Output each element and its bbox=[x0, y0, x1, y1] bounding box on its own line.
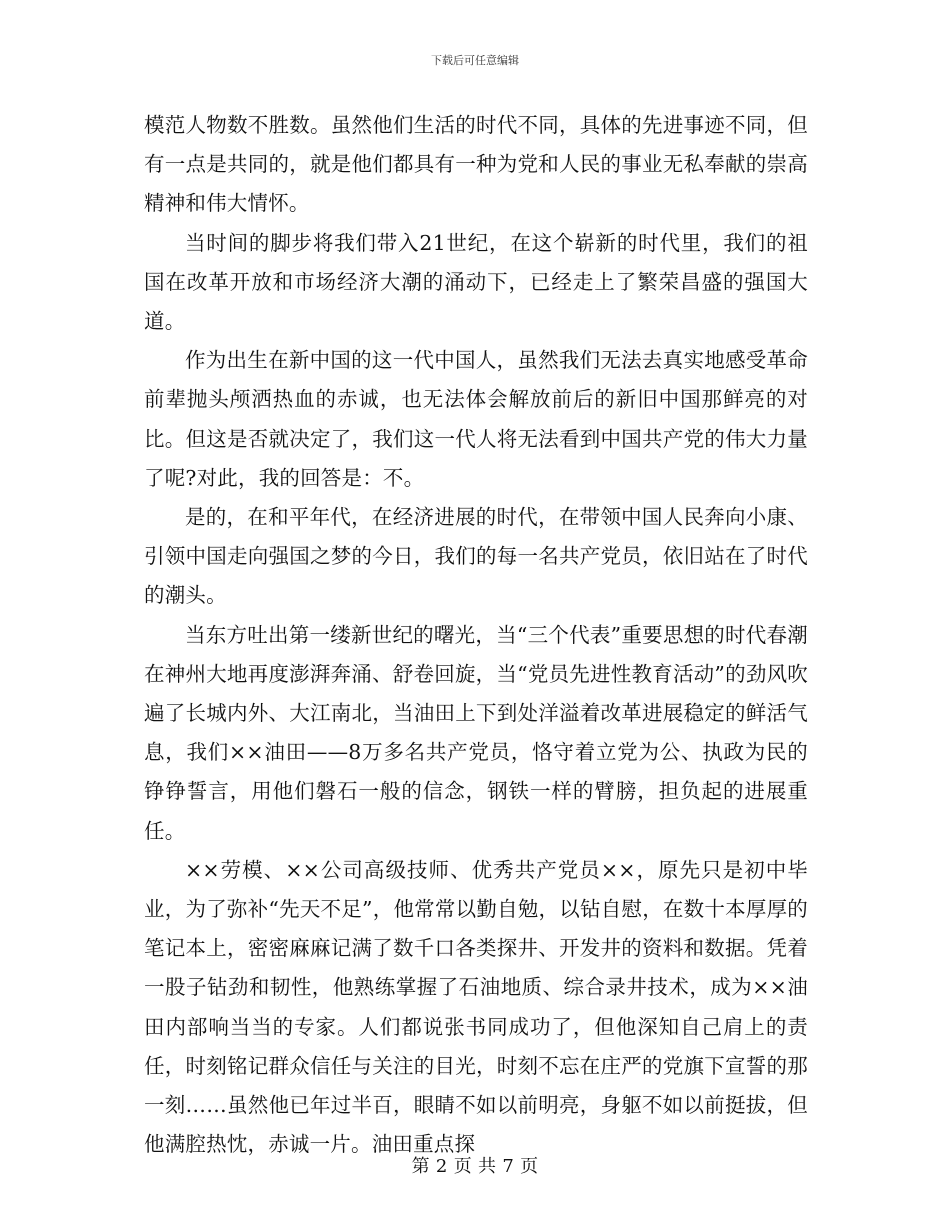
paragraph-6: ××劳模、××公司高级技师、优秀共产党员××，原先只是初中毕业，为了弥补“先天不足”，他常常以勤自勉，以钻自慰，在数十本厚厚的笔记本上，密密麻麻记满了数千口各类探井、开发井的资料和数据。凭着一股子钻劲和韧性，他熟练掌握了石油地质、综合录井技术，成为××油田内部响当当的专家。人们都说张书同成功了，但他深知自己肩上的责任，时刻铭记群众信任与关注的目光，时刻不忘在庄严的党旗下宣誓的那一刻……虽然他已年过半百，眼睛不如以前明亮，身躯不如以前挺拔，但他满腔热忱，赤诚一片。油田重点探 bbox=[144, 857, 808, 1157]
page-header: 下载后可任意编辑 bbox=[431, 54, 519, 67]
paragraph-4: 是的，在和平年代，在经济进展的时代，在带领中国人民奔向小康、引领中国走向强国之梦的今日，我们的每一名共产党员，依旧站在了时代的潮头。 bbox=[144, 505, 808, 608]
paragraph-3: 作为出生在新中国的这一代中国人，虽然我们无法去真实地感受革命前辈抛头颅洒热血的赤诚，也无法体会解放前后的新旧中国那鲜亮的对比。但这是否就决定了，我们这一代人将无法看到中国共产党的伟大力量了呢?对此，我的回答是：不。 bbox=[144, 348, 808, 490]
paragraph-2: 当时间的脚步将我们带入21世纪，在这个崭新的时代里，我们的祖国在改革开放和市场经济大潮的涌动下，已经走上了繁荣昌盛的强国大道。 bbox=[144, 230, 808, 334]
document-body bbox=[144, 106, 808, 1164]
paragraph-1: 模范人物数不胜数。虽然他们生活的时代不同，具体的先进事迹不同，但有一点是共同的，就是他们都具有一种为党和人民的事业无私奉献的崇高精神和伟大情怀。 bbox=[144, 113, 808, 216]
paragraph-5: 当东方吐出第一缕新世纪的曙光，当“三个代表”重要思想的时代春潮在神州大地再度澎湃奔涌、舒卷回旋，当“党员先进性教育活动”的劲风吹遍了长城内外、大江南北，当油田上下到处洋溢着改革进展稳定的鲜活气息，我们××油田——8万多名共产党员，恪守着立党为公、执政为民的铮铮誓言，用他们磐石一般的信念，钢铁一样的臂膀，担负起的进展重任。 bbox=[144, 622, 808, 843]
page-footer: 第 2 页 共 7 页 bbox=[411, 1156, 539, 1177]
